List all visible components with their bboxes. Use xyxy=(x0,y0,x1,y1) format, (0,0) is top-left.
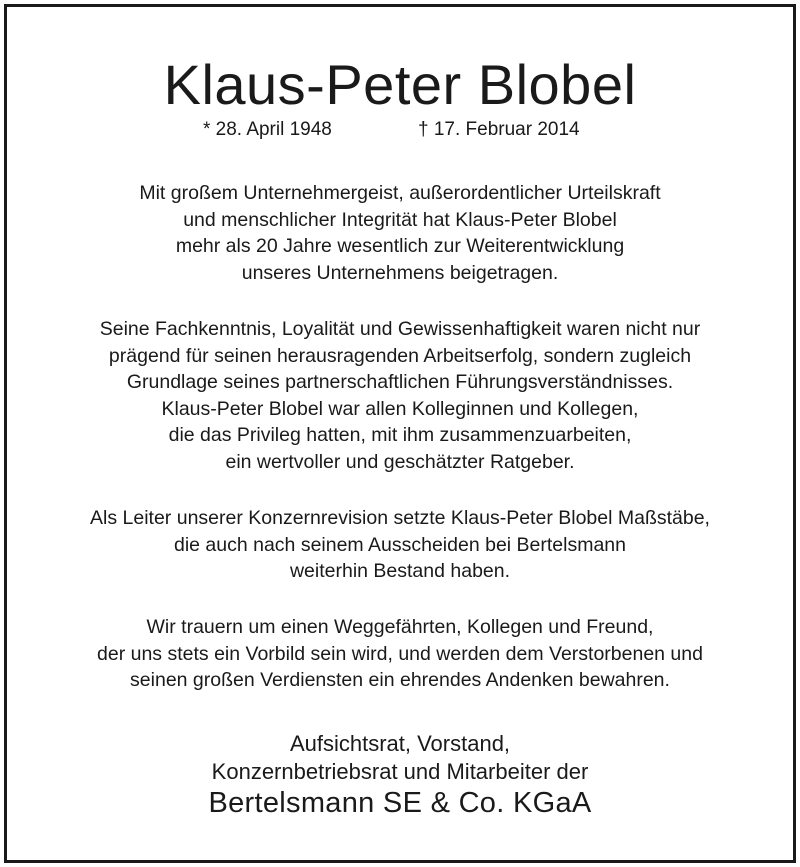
signature-line-2: Konzernbetriebsrat und Mitarbeiter der xyxy=(211,759,589,784)
tribute-paragraph-1 xyxy=(0,180,800,286)
text-line: weiterhin Bestand haben. xyxy=(289,560,511,582)
death-date: † 17. Februar 2014 xyxy=(418,119,580,140)
text-line: die das Privileg hatten, mit ihm zusammenzuarbeiten, xyxy=(168,424,632,446)
tribute-paragraph-2 xyxy=(0,316,800,475)
company-name: Bertelsmann SE & Co. KGaA xyxy=(208,787,592,819)
tribute-paragraph-4 xyxy=(0,614,800,694)
deceased-name: Klaus-Peter Blobel xyxy=(163,53,637,116)
text-line: ein wertvoller und geschätzter Ratgeber. xyxy=(225,450,575,473)
birth-date: * 28. April 1948 xyxy=(203,119,332,140)
text-line: die auch nach seinem Ausscheiden bei Bertelsmann xyxy=(173,533,627,556)
text-line: Klaus-Peter Blobel war allen Kolleginnen und Kollegen, xyxy=(161,397,639,420)
text-line: und menschlicher Integrität hat Klaus-Peter Blobel xyxy=(183,208,617,231)
text-line: der uns stets ein Vorbild sein wird, und werden dem Verstorbenen und xyxy=(97,642,703,665)
text-line: Seine Fachkenntnis, Loyalität und Gewissenhaftigkeit waren nicht nur xyxy=(99,318,701,340)
text-line: Als Leiter unserer Konzernrevision setzte Klaus-Peter Blobel Maßstäbe, xyxy=(90,507,710,529)
tribute-paragraph-3 xyxy=(0,505,800,585)
text-line: mehr als 20 Jahre wesentlich zur Weiterentwicklung xyxy=(175,235,625,257)
text-line: unseres Unternehmens beigetragen. xyxy=(241,261,559,284)
text-line: seinen großen Verdiensten ein ehrendes Andenken bewahren. xyxy=(130,669,670,691)
text-line: prägend für seinen herausragenden Arbeitserfolg, sondern zugleich xyxy=(108,344,692,367)
text-line: Grundlage seines partnerschaftlichen Führungsverständnisses. xyxy=(126,371,674,393)
text-line: Wir trauern um einen Weggefährten, Kollegen und Freund, xyxy=(146,616,654,638)
text-line: Mit großem Unternehmergeist, außerordentlicher Urteilskraft xyxy=(139,182,661,204)
signature-line-1: Aufsichtsrat, Vorstand, xyxy=(289,731,511,756)
